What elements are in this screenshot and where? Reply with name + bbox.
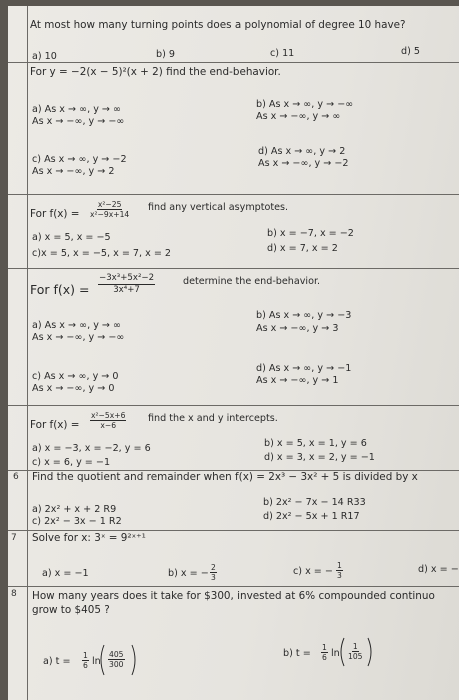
row-divider [8,268,459,269]
q5-lead: For f(x) = [30,419,80,431]
q1-option-d: d) 5 [401,46,420,57]
q5-numerator: x²−5x+6 [91,411,126,420]
q5-denominator: x−6 [100,421,117,430]
q6-prompt: Find the quotient and remainder when f(x) = 2x³ − 3x² + 5 is divided by x [32,471,418,483]
q7-option-b-lead: b) x = − [168,568,209,579]
q7-option-d: d) x = − [418,564,459,575]
q8-option-a-ratio-den: 300 [109,660,124,669]
q6-option-d: d) 2x² − 5x + 1 R17 [263,511,360,522]
q8-option-a-ratio [108,650,125,669]
column-divider [27,6,28,700]
q3-fraction [90,200,129,219]
q2-option-c-line1: c) As x → ∞, y → −2 [32,154,127,165]
q2-option-d-line1: d) As x → ∞, y → 2 [258,146,346,157]
q3-option-b: b) x = −7, x = −2 [267,228,354,239]
q7-number: 7 [11,533,17,543]
q4-option-c-line1: c) As x → ∞, y → 0 [32,371,119,382]
q7-option-c-numerator: 1 [337,561,342,570]
q6-option-c: c) 2x² − 3x − 1 R2 [32,516,122,527]
q3-denominator: x²−9x+14 [90,210,130,219]
row-divider [8,62,459,63]
q5-tail: find the x and y intercepts. [148,413,278,424]
q8-option-b-ratio-den: 105 [348,652,363,661]
q8-option-b-ln: ln [331,648,340,659]
row-divider [8,194,459,195]
q4-numerator: −3x³+5x²−2 [99,273,155,283]
q3-numerator: x²−25 [97,200,122,209]
q8-option-a-ratio-num: 405 [109,650,124,659]
q2-option-d-line2: As x → −∞, y → −2 [258,158,349,169]
q8-option-a-coefficient [82,651,89,670]
q2-option-b-line1: b) As x → ∞, y → −∞ [256,99,354,110]
q8-option-b-coefficient [321,643,328,662]
q4-option-c-line2: As x → −∞, y → 0 [32,383,115,394]
q8-option-b-ratio-num: 1 [352,642,358,651]
q4-option-a-line2: As x → −∞, y → −∞ [32,332,125,343]
q4-option-a-line1: a) As x → ∞, y → ∞ [32,320,121,331]
q7-option-c-fraction [336,561,343,580]
q4-lead: For f(x) = [30,282,90,297]
q6-option-a: a) 2x² + x + 2 R9 [32,504,117,515]
q7-prompt: Solve for x: 3ˣ = 9²ˣ⁺¹ [32,532,146,544]
q1-question: At most how many turning points does a polynomial of degree 10 have? [30,19,406,31]
q4-option-d-line1: d) As x → ∞, y → −1 [256,363,352,374]
q2-option-a-line2: As x → −∞, y → −∞ [32,116,125,127]
q8-option-a-ln: ln [92,656,101,667]
q5-option-b: b) x = 5, x = 1, y = 6 [264,438,367,449]
q3-option-d: d) x = 7, x = 2 [267,243,338,254]
q8-prompt-line1: How many years does it take for $300, invested at 6% compounded continuo [32,590,435,602]
row-divider [8,586,459,587]
q5-option-a: a) x = −3, x = −2, y = 6 [32,443,151,454]
q6-option-b: b) 2x² − 7x − 14 R33 [263,497,366,508]
q5-option-d: d) x = 3, x = 2, y = −1 [264,452,375,463]
q1-option-c: c) 11 [270,48,295,59]
q4-option-b-line2: As x → −∞, y → 3 [256,323,339,334]
q4-option-b-line1: b) As x → ∞, y → −3 [256,310,352,321]
q4-denominator: 3x⁴+7 [113,285,140,295]
q8-option-b-coef-num: 1 [322,643,327,652]
q7-option-c-lead: c) x = − [293,566,333,577]
q4-option-d-line2: As x → −∞, y → 1 [256,375,339,386]
q1-option-b: b) 9 [156,49,175,60]
q2-option-b-line2: As x → −∞, y → ∞ [256,111,341,122]
q8-option-b-coef-den: 6 [322,653,327,662]
q8-option-b-ratio [348,642,363,661]
q4-fraction [98,273,155,296]
q7-option-b-fraction [210,563,217,582]
q8-option-a-lead: a) t = [43,656,71,667]
q5-option-c: c) x = 6, y = −1 [32,457,111,468]
q5-fraction [90,411,126,430]
worksheet [8,6,459,700]
q8-number: 8 [11,589,17,599]
q2-option-c-line2: As x → −∞, y → 2 [32,166,115,177]
q7-option-b-denominator: 3 [211,573,216,582]
row-divider [8,530,459,531]
q7-option-a: a) x = −1 [42,568,89,579]
q3-tail: find any vertical asymptotes. [148,202,289,213]
q7-option-c-denominator: 3 [337,571,342,580]
q7-option-b-numerator: 2 [211,563,216,572]
q4-tail: determine the end-behavior. [183,276,321,287]
q6-number: 6 [13,472,19,482]
q8-option-a-coef-den: 6 [83,661,88,670]
q3-option-c: c)x = 5, x = −5, x = 7, x = 2 [32,248,172,259]
q2-option-a-line1: a) As x → ∞, y → ∞ [32,104,121,115]
q2-prompt: For y = −2(x − 5)²(x + 2) find the end-behavior. [30,66,281,78]
q8-option-b-lead: b) t = [283,648,311,659]
q8-prompt-line2: grow to $405 ? [32,604,110,616]
q1-option-a: a) 10 [32,51,57,62]
row-divider [8,405,459,406]
q3-lead: For f(x) = [30,208,80,220]
q3-option-a: a) x = 5, x = −5 [32,232,111,243]
q8-option-a-coef-num: 1 [83,651,88,660]
